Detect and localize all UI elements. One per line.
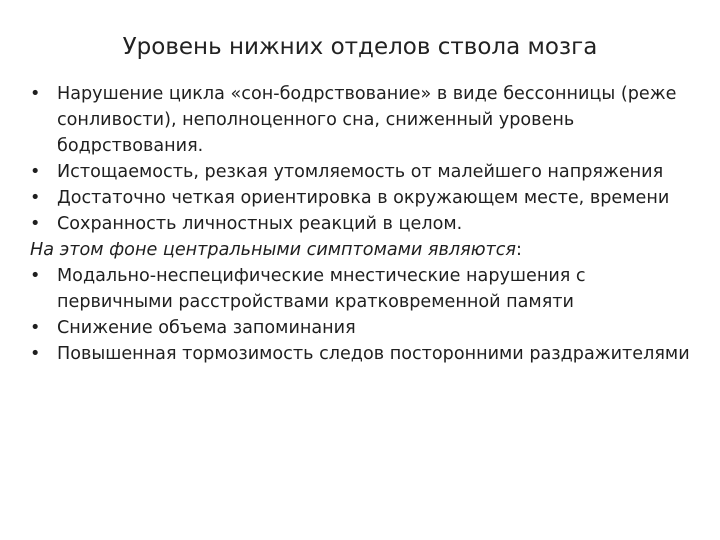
bullet-icon: •: [30, 266, 41, 286]
bullet-icon: •: [30, 188, 41, 208]
list-item-text: Снижение объема запоминания: [57, 318, 356, 338]
list-item: [30, 315, 700, 341]
bullet-icon: •: [30, 162, 41, 182]
bullet-icon: •: [30, 318, 41, 338]
bullet-icon: •: [30, 84, 41, 104]
list-item-text: Повышенная тормозимость следов посторонними раздражителями: [57, 344, 690, 364]
list-item-text: Модально-неспецифические мнестические нарушения с первичными расстройствами кратковременной памяти: [57, 266, 586, 312]
list-item: [30, 185, 700, 211]
slide-title: Уровень нижних отделов ствола мозга: [122, 34, 598, 60]
list-item-text: Достаточно четкая ориентировка в окружающем месте, времени: [57, 188, 670, 208]
list-item: [30, 341, 700, 367]
bullet-icon: •: [30, 344, 41, 364]
list-item: [30, 211, 700, 237]
slide-body: [30, 81, 700, 367]
list-item-text: Сохранность личностных реакций в целом.: [57, 214, 463, 234]
list-item-text: Истощаемость, резкая утомляемость от малейшего напряжения: [57, 162, 664, 182]
list-item: [30, 81, 700, 159]
list-item-text: Нарушение цикла «сон-бодрствование» в виде бессонницы (реже сонливости), неполноценного сна, сниженный уровень бодрствования.: [57, 84, 677, 156]
bullet-icon: •: [30, 214, 41, 234]
list-item: [30, 159, 700, 185]
central-symptoms-heading-text: На этом фоне центральными симптомами являются: [30, 240, 517, 260]
list-item: [30, 263, 700, 315]
central-symptoms-heading: [30, 237, 700, 263]
central-symptoms-heading-colon: :: [516, 240, 522, 260]
